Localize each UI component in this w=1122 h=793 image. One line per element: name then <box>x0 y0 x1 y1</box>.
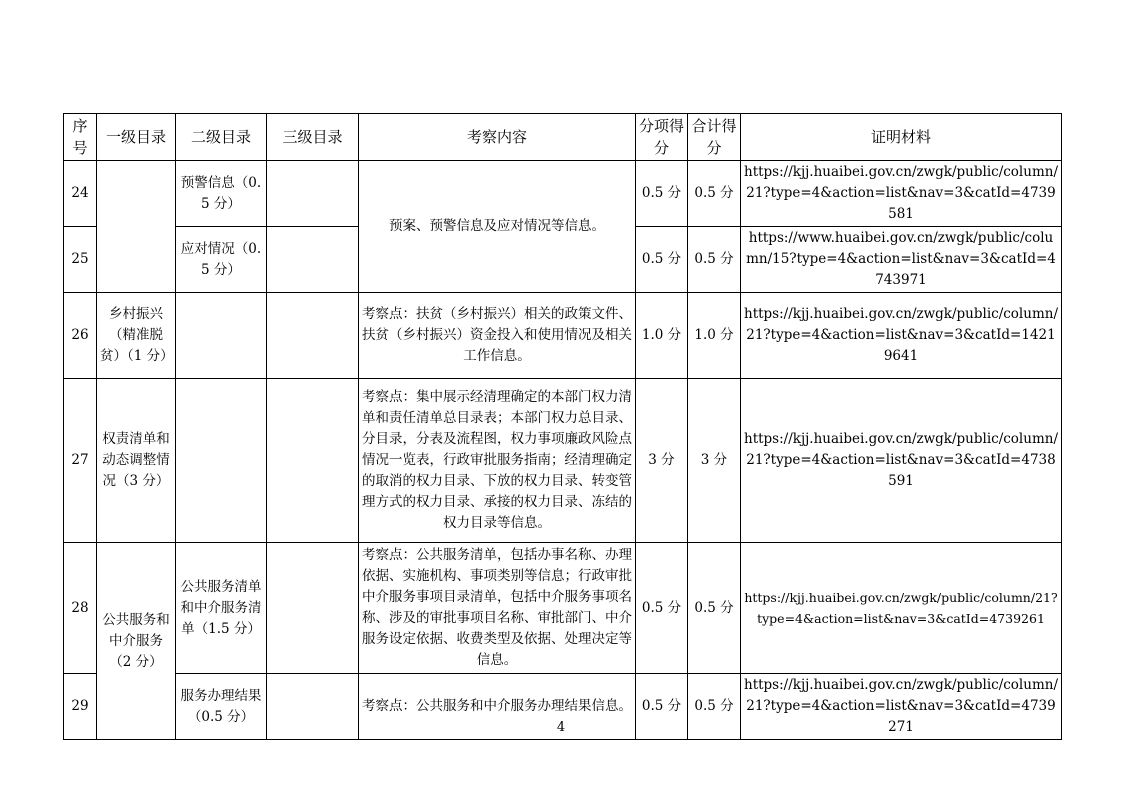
level3-cell <box>267 161 359 227</box>
evidence-link[interactable]: https://kjj.huaibei.gov.cn/zwgk/public/column/21?type=4&action=list&nav=3&catId=4739261 <box>741 543 1062 674</box>
level1-cell <box>97 161 176 293</box>
header-evidence: 证明材料 <box>741 114 1062 161</box>
total-score-cell: 3 分 <box>688 379 741 543</box>
level2-cell: 公共服务清单和中介服务清单（1.5 分） <box>176 543 267 674</box>
level2-cell <box>176 379 267 543</box>
row-serial: 25 <box>64 227 97 293</box>
evidence-link[interactable]: https://kjj.huaibei.gov.cn/zwgk/public/column/21?type=4&action=list&nav=3&catId=4738591 <box>741 379 1062 543</box>
level1-cell: 权责清单和动态调整情况（3 分） <box>97 379 176 543</box>
row-serial: 28 <box>64 543 97 674</box>
sub-score-cell: 3 分 <box>636 379 688 543</box>
content-cell: 考察点：扶贫（乡村振兴）相关的政策文件、扶贫（乡村振兴）资金投入和使用情况及相关工作信息。 <box>359 293 636 379</box>
evaluation-table <box>63 113 1062 740</box>
content-cell: 考察点：公共服务清单，包括办事名称、办理依据、实施机构、事项类别等信息；行政审批中介服务事项目录清单，包括中介服务事项名称、涉及的审批事项目名称、审批部门、中介服务设定依据、收费类型及依据、处理决定等信息。 <box>359 543 636 674</box>
sub-score-cell: 0.5 分 <box>636 227 688 293</box>
level1-cell: 公共服务和中介服务（2 分） <box>97 543 176 740</box>
evidence-link[interactable]: https://kjj.huaibei.gov.cn/zwgk/public/column/21?type=4&action=list&nav=3&catId=4739271 <box>741 674 1062 740</box>
evidence-link[interactable]: https://kjj.huaibei.gov.cn/zwgk/public/column/21?type=4&action=list&nav=3&catId=4739581 <box>741 161 1062 227</box>
table-row <box>64 379 1062 543</box>
level3-cell <box>267 543 359 674</box>
total-score-cell: 0.5 分 <box>688 161 741 227</box>
content-cell: 考察点：集中展示经清理确定的本部门权力清单和责任清单总目录表；本部门权力总目录、分目录，分表及流程图，权力事项廉政风险点情况一览表，行政审批服务指南；经清理确定的取消的权力目录、下放的权力目录、转变管理方式的权力目录、承接的权力目录、冻结的权力目录等信息。 <box>359 379 636 543</box>
evidence-link[interactable]: https://www.huaibei.gov.cn/zwgk/public/column/15?type=4&action=list&nav=3&catId=4743971 <box>741 227 1062 293</box>
level2-cell <box>176 293 267 379</box>
row-serial: 24 <box>64 161 97 227</box>
header-sub-score: 分项得分 <box>636 114 688 161</box>
total-score-cell: 0.5 分 <box>688 543 741 674</box>
sub-score-cell: 0.5 分 <box>636 674 688 740</box>
table-row <box>64 161 1062 227</box>
table-row <box>64 543 1062 674</box>
content-cell: 预案、预警信息及应对情况等信息。 <box>359 161 636 293</box>
header-level3: 三级目录 <box>267 114 359 161</box>
total-score-cell: 0.5 分 <box>688 674 741 740</box>
header-row <box>64 114 1062 161</box>
level3-cell <box>267 293 359 379</box>
row-serial: 27 <box>64 379 97 543</box>
total-score-cell: 1.0 分 <box>688 293 741 379</box>
level2-cell: 预警信息（0.5 分） <box>176 161 267 227</box>
row-serial: 26 <box>64 293 97 379</box>
header-content: 考察内容 <box>359 114 636 161</box>
level1-cell: 乡村振兴（精准脱贫）（1 分） <box>97 293 176 379</box>
evidence-link[interactable]: https://kjj.huaibei.gov.cn/zwgk/public/column/21?type=4&action=list&nav=3&catId=14219641 <box>741 293 1062 379</box>
sub-score-cell: 0.5 分 <box>636 161 688 227</box>
table-row <box>64 293 1062 379</box>
level3-cell <box>267 227 359 293</box>
level3-cell <box>267 379 359 543</box>
sub-score-cell: 0.5 分 <box>636 543 688 674</box>
level2-cell: 应对情况（0.5 分） <box>176 227 267 293</box>
page-number: 4 <box>556 720 566 735</box>
header-total-score: 合计得分 <box>688 114 741 161</box>
content-cell: 考察点：公共服务和中介服务办理结果信息。 <box>359 674 636 740</box>
header-level2: 二级目录 <box>176 114 267 161</box>
total-score-cell: 0.5 分 <box>688 227 741 293</box>
header-serial: 序号 <box>64 114 97 161</box>
header-level1: 一级目录 <box>97 114 176 161</box>
level2-cell: 服务办理结果（0.5 分） <box>176 674 267 740</box>
row-serial: 29 <box>64 674 97 740</box>
sub-score-cell: 1.0 分 <box>636 293 688 379</box>
